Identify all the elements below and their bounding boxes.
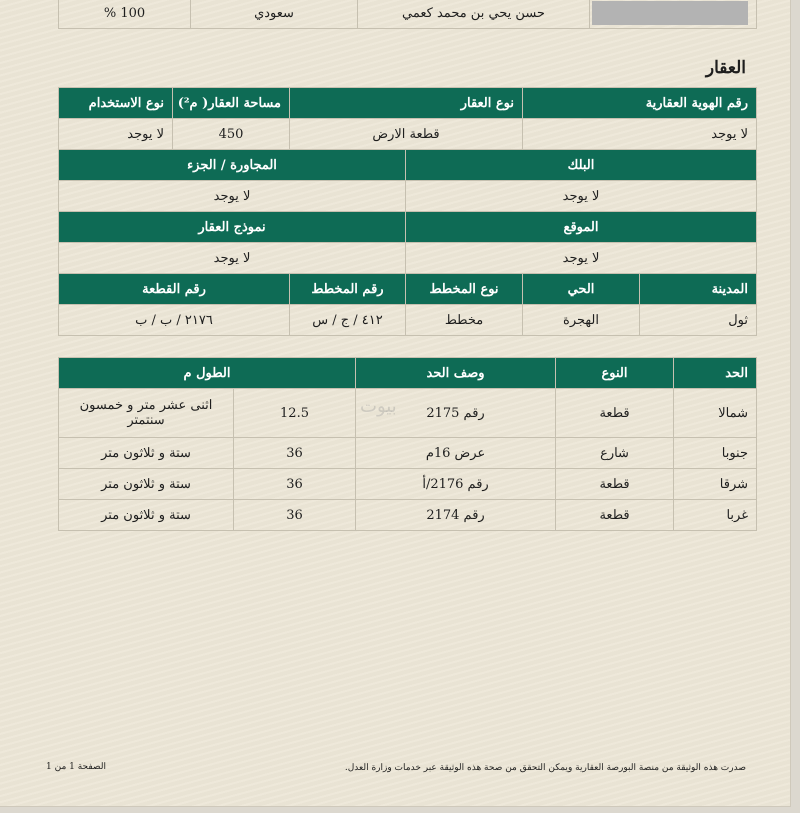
property-area-header: مساحة العقار( م²) — [173, 88, 290, 119]
usage-type-header: نوع الاستخدام — [59, 88, 173, 119]
boundary-type-header: النوع — [556, 358, 674, 389]
block-header: البلك — [406, 150, 757, 181]
boundary-side-header: الحد — [674, 358, 757, 389]
boundary-side: جنوبا — [674, 438, 757, 469]
section-title: العقار — [705, 58, 746, 78]
property-id-header: رقم الهوية العقارية — [523, 88, 757, 119]
boundary-type: قطعة — [556, 389, 674, 438]
plot-number-value: ٢١٧٦ / ب / ب — [59, 305, 290, 336]
boundary-length-text: اثنى عشر متر و خمسون سنتمتر — [59, 389, 234, 438]
city-value: ثول — [640, 305, 757, 336]
footer-note: صدرت هذه الوثيقة من منصة البورصة العقارية ويمكن التحقق من صحة هذه الوثيقة عبر خدمات وزارة العدل. — [344, 763, 746, 773]
plan-type-header: نوع المخطط — [406, 274, 523, 305]
redacted-block — [592, 1, 748, 25]
district-value: الهجرة — [523, 305, 640, 336]
neighborhood-part-header: المجاورة / الجزء — [59, 150, 406, 181]
boundary-length-number: 12.5 — [234, 389, 356, 438]
owner-id-value — [590, 0, 757, 29]
boundary-desc: رقم 2176/أ — [356, 469, 556, 500]
city-header: المدينة — [640, 274, 757, 305]
boundary-length-number: 36 — [234, 469, 356, 500]
property-area-value: 450 — [173, 119, 290, 150]
boundary-length-text: ستة و ثلاثون متر — [59, 438, 234, 469]
property-type-value: قطعة الارض — [290, 119, 523, 150]
boundary-length-number: 36 — [234, 438, 356, 469]
page-number: الصفحة 1 من 1 — [46, 762, 106, 772]
usage-type-value: لا يوجد — [59, 119, 173, 150]
owner-share-value: 100 % — [59, 0, 191, 29]
boundary-length-text: ستة و ثلاثون متر — [59, 469, 234, 500]
owner-nationality-value: سعودي — [191, 0, 358, 29]
plan-number-header: رقم المخطط — [290, 274, 406, 305]
owner-table — [58, 0, 757, 29]
table-row — [59, 500, 757, 531]
location-header: الموقع — [406, 212, 757, 243]
boundary-type: قطعة — [556, 500, 674, 531]
boundary-length-number: 36 — [234, 500, 356, 531]
plan-type-value: مخطط — [406, 305, 523, 336]
boundary-desc: رقم 2175 — [356, 389, 556, 438]
boundary-desc: عرض 16م — [356, 438, 556, 469]
watermark: بيوت — [360, 396, 397, 417]
boundary-length-header: الطول م — [59, 358, 356, 389]
table-row — [59, 469, 757, 500]
property-table — [58, 87, 757, 336]
district-header: الحي — [523, 274, 640, 305]
block-value: لا يوجد — [406, 181, 757, 212]
boundary-side: شرقا — [674, 469, 757, 500]
plot-number-header: رقم القطعة — [59, 274, 290, 305]
boundary-side: غربا — [674, 500, 757, 531]
boundary-length-text: ستة و ثلاثون متر — [59, 500, 234, 531]
boundary-type: شارع — [556, 438, 674, 469]
plan-number-value: ٤١٢ / ج / س — [290, 305, 406, 336]
property-model-header: نموذج العقار — [59, 212, 406, 243]
boundary-side: شمالا — [674, 389, 757, 438]
boundary-desc-header: وصف الحد — [356, 358, 556, 389]
owner-name-value: حسن يحي بن محمد كعمي — [358, 0, 590, 29]
neighborhood-part-value: لا يوجد — [59, 181, 406, 212]
boundary-type: قطعة — [556, 469, 674, 500]
boundaries-table — [58, 357, 757, 531]
boundary-desc: رقم 2174 — [356, 500, 556, 531]
table-row — [59, 389, 757, 438]
property-id-value: لا يوجد — [523, 119, 757, 150]
property-type-header: نوع العقار — [290, 88, 523, 119]
location-value: لا يوجد — [406, 243, 757, 274]
table-row — [59, 438, 757, 469]
property-model-value: لا يوجد — [59, 243, 406, 274]
